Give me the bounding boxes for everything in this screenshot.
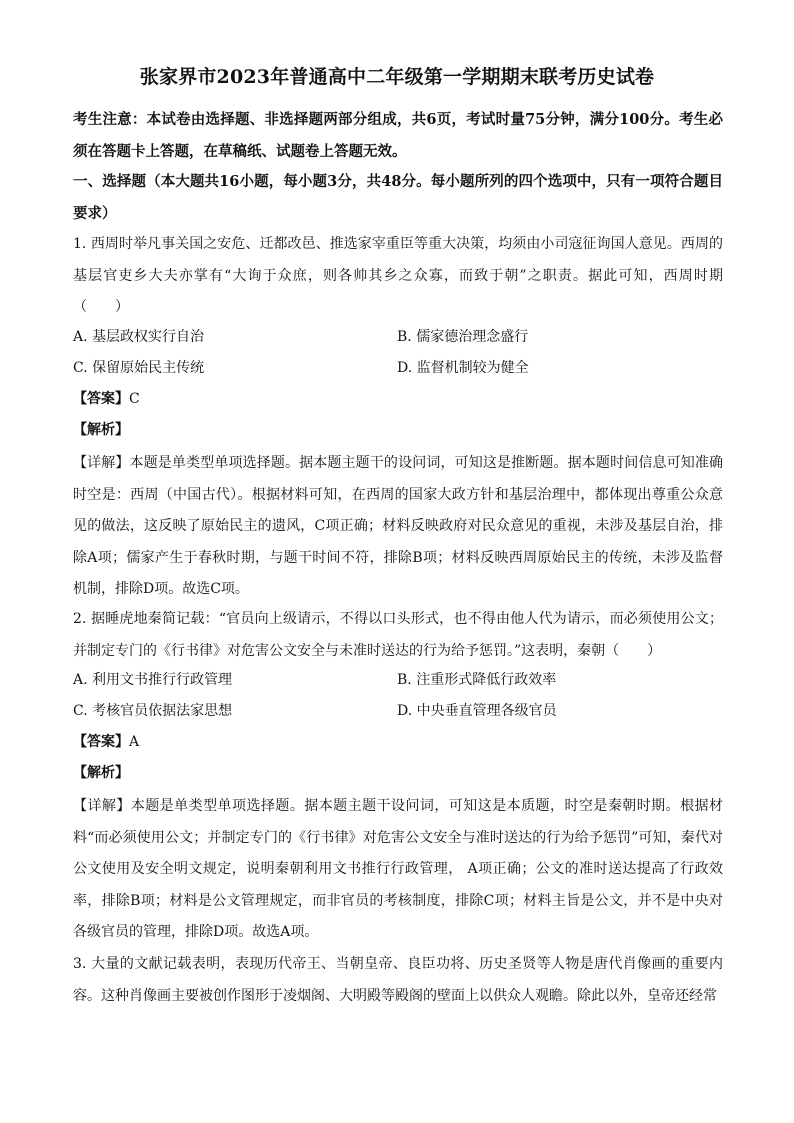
section-heading: 一、选择题（本大题共16小题，每小题3分，共48分。每小题所列的四个选项中，只有一项符合题目要求） [73, 173, 723, 222]
answer-value: A [129, 734, 140, 750]
question-3-stem: 3. 大量的文献记载表明，表现历代帝王、当朝皇帝、良臣功将、历史圣贤等人物是唐代肖像画的重要内容。这种肖像画主要被创作图形于凌烟阁、大明殿等殿阁的壁面上以供众人观瞻。除此以外，皇帝还经常 [73, 956, 723, 1004]
answer-label: 【答案】 [73, 391, 129, 407]
question-2-option-c: C. 考核官员依据法家思想 [73, 703, 233, 719]
answer-value: C [129, 391, 140, 407]
question-2-option-a: A. 利用文书推行行政管理 [73, 672, 233, 688]
question-1-answer [73, 389, 140, 409]
page-title: 张家界市2023年普通高中二年级第一学期期末联考历史试卷 [139, 66, 655, 88]
question-2-detail: 【详解】本题是单类型单项选择题。据本题主题干设问词，可知这是本质题，时空是秦朝时期。根据材料“而必须使用公文；并制定专门的《行书律》对危害公文安全与准时送达的行为给予惩罚”可知，秦代对公文使用及安全明文规定，说明秦朝利用文书推行行政管理， A项正确；公文的准时送达提高了行政效率，排除B项；材料是公文管理规定，而非官员的考核制度，排除C项；材料主旨是公文，并不是中央对各级官员的管理，排除D项。故选A项。 [73, 798, 723, 940]
question-1-stem: 1. 西周时举凡事关国之安危、迁都改邑、推选家宰重臣等重大决策，均须由小司寇征询国人意见。西周的基层官吏乡大夫亦掌有“大询于众庶，则各帅其乡之众寡，而致于朝”之职责。据此可知，西周时期（ ） [73, 236, 723, 315]
question-2-option-b: B. 注重形式降低行政效率 [397, 672, 557, 688]
answer-label: 【答案】 [73, 734, 129, 750]
question-2-stem: 2. 据睡虎地秦简记载：“官员向上级请示，不得以口头形式，也不得由他人代为请示，而必须使用公文；并制定专门的《行书律》对危害公文安全与未准时送达的行为给予惩罚。”这表明，秦朝（ ） [73, 611, 723, 659]
question-1-option-b: B. 儒家德治理念盛行 [397, 329, 529, 345]
question-2-answer [73, 732, 139, 752]
exam-notice: 考生注意：本试卷由选择题、非选择题两部分组成，共6页，考试时量75分钟，满分100分。考生必须在答题卡上答题，在草稿纸、试题卷上答题无效。 [73, 111, 723, 160]
question-1-option-a: A. 基层政权实行自治 [73, 329, 205, 345]
question-2-option-d: D. 中央垂直管理各级官员 [397, 703, 557, 719]
question-1-analysis-label: 【解析】 [73, 422, 129, 438]
question-1-detail: 【详解】本题是单类型单项选择题。据本题主题干的设问词，可知这是推断题。据本题时间信息可知准确时空是：西周（中国古代）。根据材料可知，在西周的国家大政方针和基层治理中，都体现出尊重公众意见的做法，这反映了原始民主的遗风，C项正确；材料反映政府对民众意见的重视，未涉及基层自治，排除A项；儒家产生于春秋时期，与题干时间不符，排除B项；材料反映西周原始民主的传统，未涉及监督机制，排除D项。故选C项。 [73, 455, 723, 597]
question-2-analysis-label: 【解析】 [73, 765, 129, 781]
question-1-option-d: D. 监督机制较为健全 [397, 360, 529, 376]
question-1-option-c: C. 保留原始民主传统 [73, 360, 205, 376]
